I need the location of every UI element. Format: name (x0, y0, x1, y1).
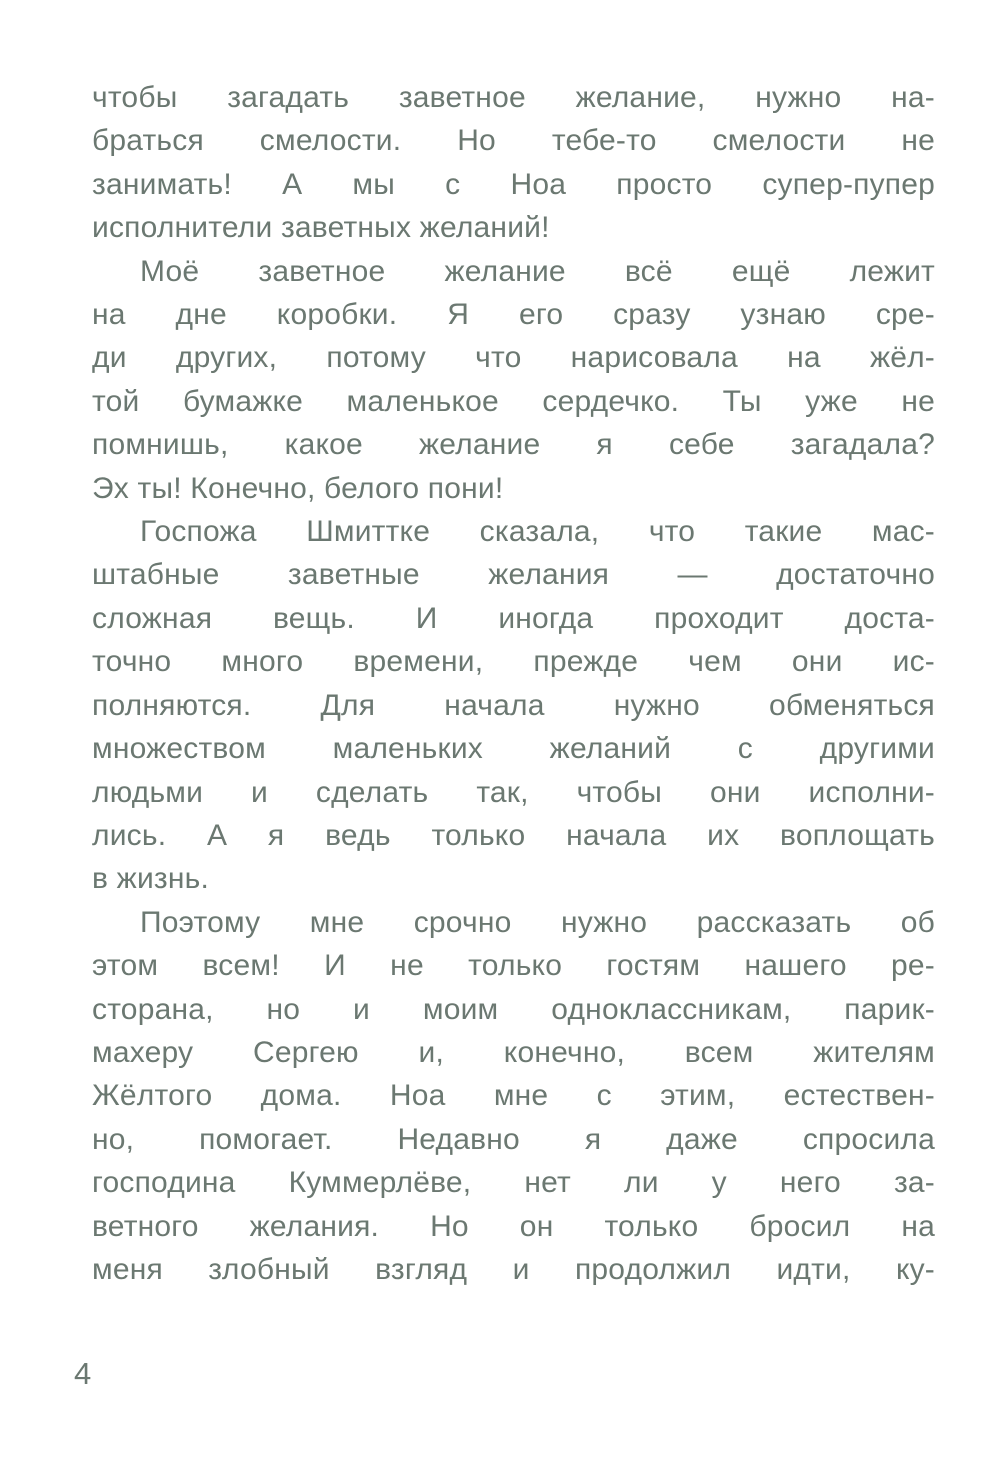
text-line: Моё заветное желание всё ещё лежит (140, 254, 935, 288)
text-line: в жизнь. (92, 862, 209, 896)
text-line: штабные заветные желания — достаточно (92, 558, 935, 592)
text-line: людьми и сделать так, чтобы они исполни- (92, 775, 935, 809)
text-line: ди других, потому что нарисовала на жёл- (92, 341, 935, 375)
text-line: точно много времени, прежде чем они ис- (92, 645, 935, 679)
text-line: на дне коробки. Я его сразу узнаю сре- (92, 298, 935, 332)
text-line: Госпожа Шмиттке сказала, что такие мас- (140, 515, 935, 549)
paragraph (92, 250, 935, 510)
text-line: браться смелости. Но тебе-то смелости не (92, 124, 935, 158)
paragraph (92, 901, 935, 1292)
paragraph (92, 76, 935, 250)
text-line: Эх ты! Конечно, белого пони! (92, 471, 504, 505)
text-line: чтобы загадать заветное желание, нужно на- (92, 81, 935, 114)
text-line: лись. А я ведь только начала их воплощать (92, 818, 935, 852)
text-line: сложная вещь. И иногда проходит доста- (92, 601, 935, 635)
paragraph (92, 510, 935, 901)
text-line: Поэтому мне срочно нужно рассказать об (140, 905, 935, 939)
text-line: махеру Сергею и, конечно, всем жителям (92, 1035, 935, 1069)
text-line: той бумажке маленькое сердечко. Ты уже не (92, 384, 935, 418)
body-text (92, 76, 935, 1291)
text-line: но, помогает. Недавно я даже спросила (92, 1122, 935, 1156)
text-line: меня злобный взгляд и продолжил идти, ку- (92, 1252, 935, 1286)
text-line: Жёлтого дома. Ноа мне с этим, естествен- (92, 1079, 935, 1113)
text-line: этом всем! И не только гостям нашего ре- (92, 949, 935, 983)
text-line: исполнители заветных желаний! (92, 211, 550, 245)
page-number: 4 (74, 1356, 92, 1391)
text-line: ветного желания. Но он только бросил на (92, 1209, 935, 1243)
text-line: господина Куммерлёве, нет ли у него за- (92, 1166, 935, 1200)
text-line: помнишь, какое желание я себе загадала? (92, 428, 935, 462)
text-line: множеством маленьких желаний с другими (92, 732, 935, 766)
text-line: полняются. Для начала нужно обменяться (92, 688, 935, 722)
text-line: сторана, но и моим одноклассникам, парик- (92, 992, 935, 1026)
text-line: занимать! А мы с Ноа просто супер-пупер (92, 167, 935, 201)
